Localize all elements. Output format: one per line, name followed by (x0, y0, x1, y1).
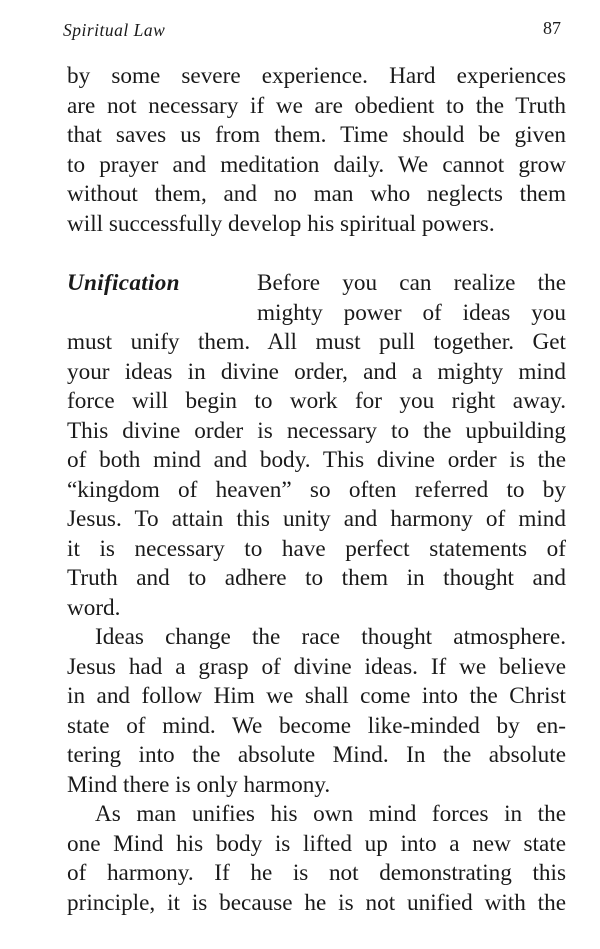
section-unification (67, 269, 566, 623)
text-line: by some severe experience. Hard experiences (67, 63, 566, 89)
text-line: must unify them. All must pull together. Get (67, 329, 566, 355)
text-line: in and follow Him we shall come into the Christ (67, 683, 566, 709)
text-line: will successfully develop his spiritual powers. (67, 210, 495, 237)
text-line: without them, and no man who neglects them (67, 181, 566, 207)
body-text (67, 62, 566, 918)
text-line: force will begin to work for you right away. (67, 388, 566, 414)
text-line: This divine order is necessary to the upbuilding (67, 417, 566, 444)
paragraph-4 (67, 800, 566, 918)
subhead-line (67, 299, 566, 329)
text-line: As man unifies his own mind forces in the (95, 801, 566, 827)
text-line: Ideas change the race thought atmosphere. (95, 624, 566, 650)
text-line: your ideas in divine order, and a mighty mind (67, 358, 566, 385)
running-head (63, 17, 565, 45)
text-line: “kingdom of heaven” so often referred to by (67, 476, 566, 503)
text-line: one Mind his body is lifted up into a new state (67, 830, 566, 857)
page-number: 87 (543, 18, 561, 38)
text-line: Truth and to adhere to them in thought and (67, 565, 566, 591)
text-line: to prayer and meditation daily. We cannot grow (67, 151, 566, 178)
text-line: of harmony. If he is not demonstrating this (67, 860, 566, 886)
text-line: Jesus had a grasp of divine ideas. If we believe (67, 653, 566, 680)
paragraph-3 (67, 623, 566, 800)
subhead-line (67, 269, 566, 299)
running-title: Spiritual Law (63, 20, 166, 40)
paragraph-1 (67, 62, 566, 239)
text-line: that saves us from them. Time should be given (67, 122, 566, 148)
hanging-line: mighty power of ideas you (257, 299, 566, 326)
text-line: Mind there is only harmony. (67, 771, 331, 798)
text-line: are not necessary if we are obedient to the Truth (67, 92, 566, 119)
text-line: Jesus. To attain this unity and harmony of mind (67, 506, 566, 532)
text-line: of both mind and body. This divine order is the (67, 447, 566, 473)
text-line: tering into the absolute Mind. In the absolute (67, 742, 566, 768)
text-line: principle, it is because he is not unified with the (67, 889, 566, 916)
hanging-line: Before you can realize the (257, 270, 566, 296)
section-heading: Unification (67, 270, 180, 296)
section-spacer (67, 239, 566, 269)
text-line: state of mind. We become like-minded by en- (67, 712, 566, 739)
text-line: word. (67, 594, 121, 621)
text-line: it is necessary to have perfect statements of (67, 535, 566, 562)
